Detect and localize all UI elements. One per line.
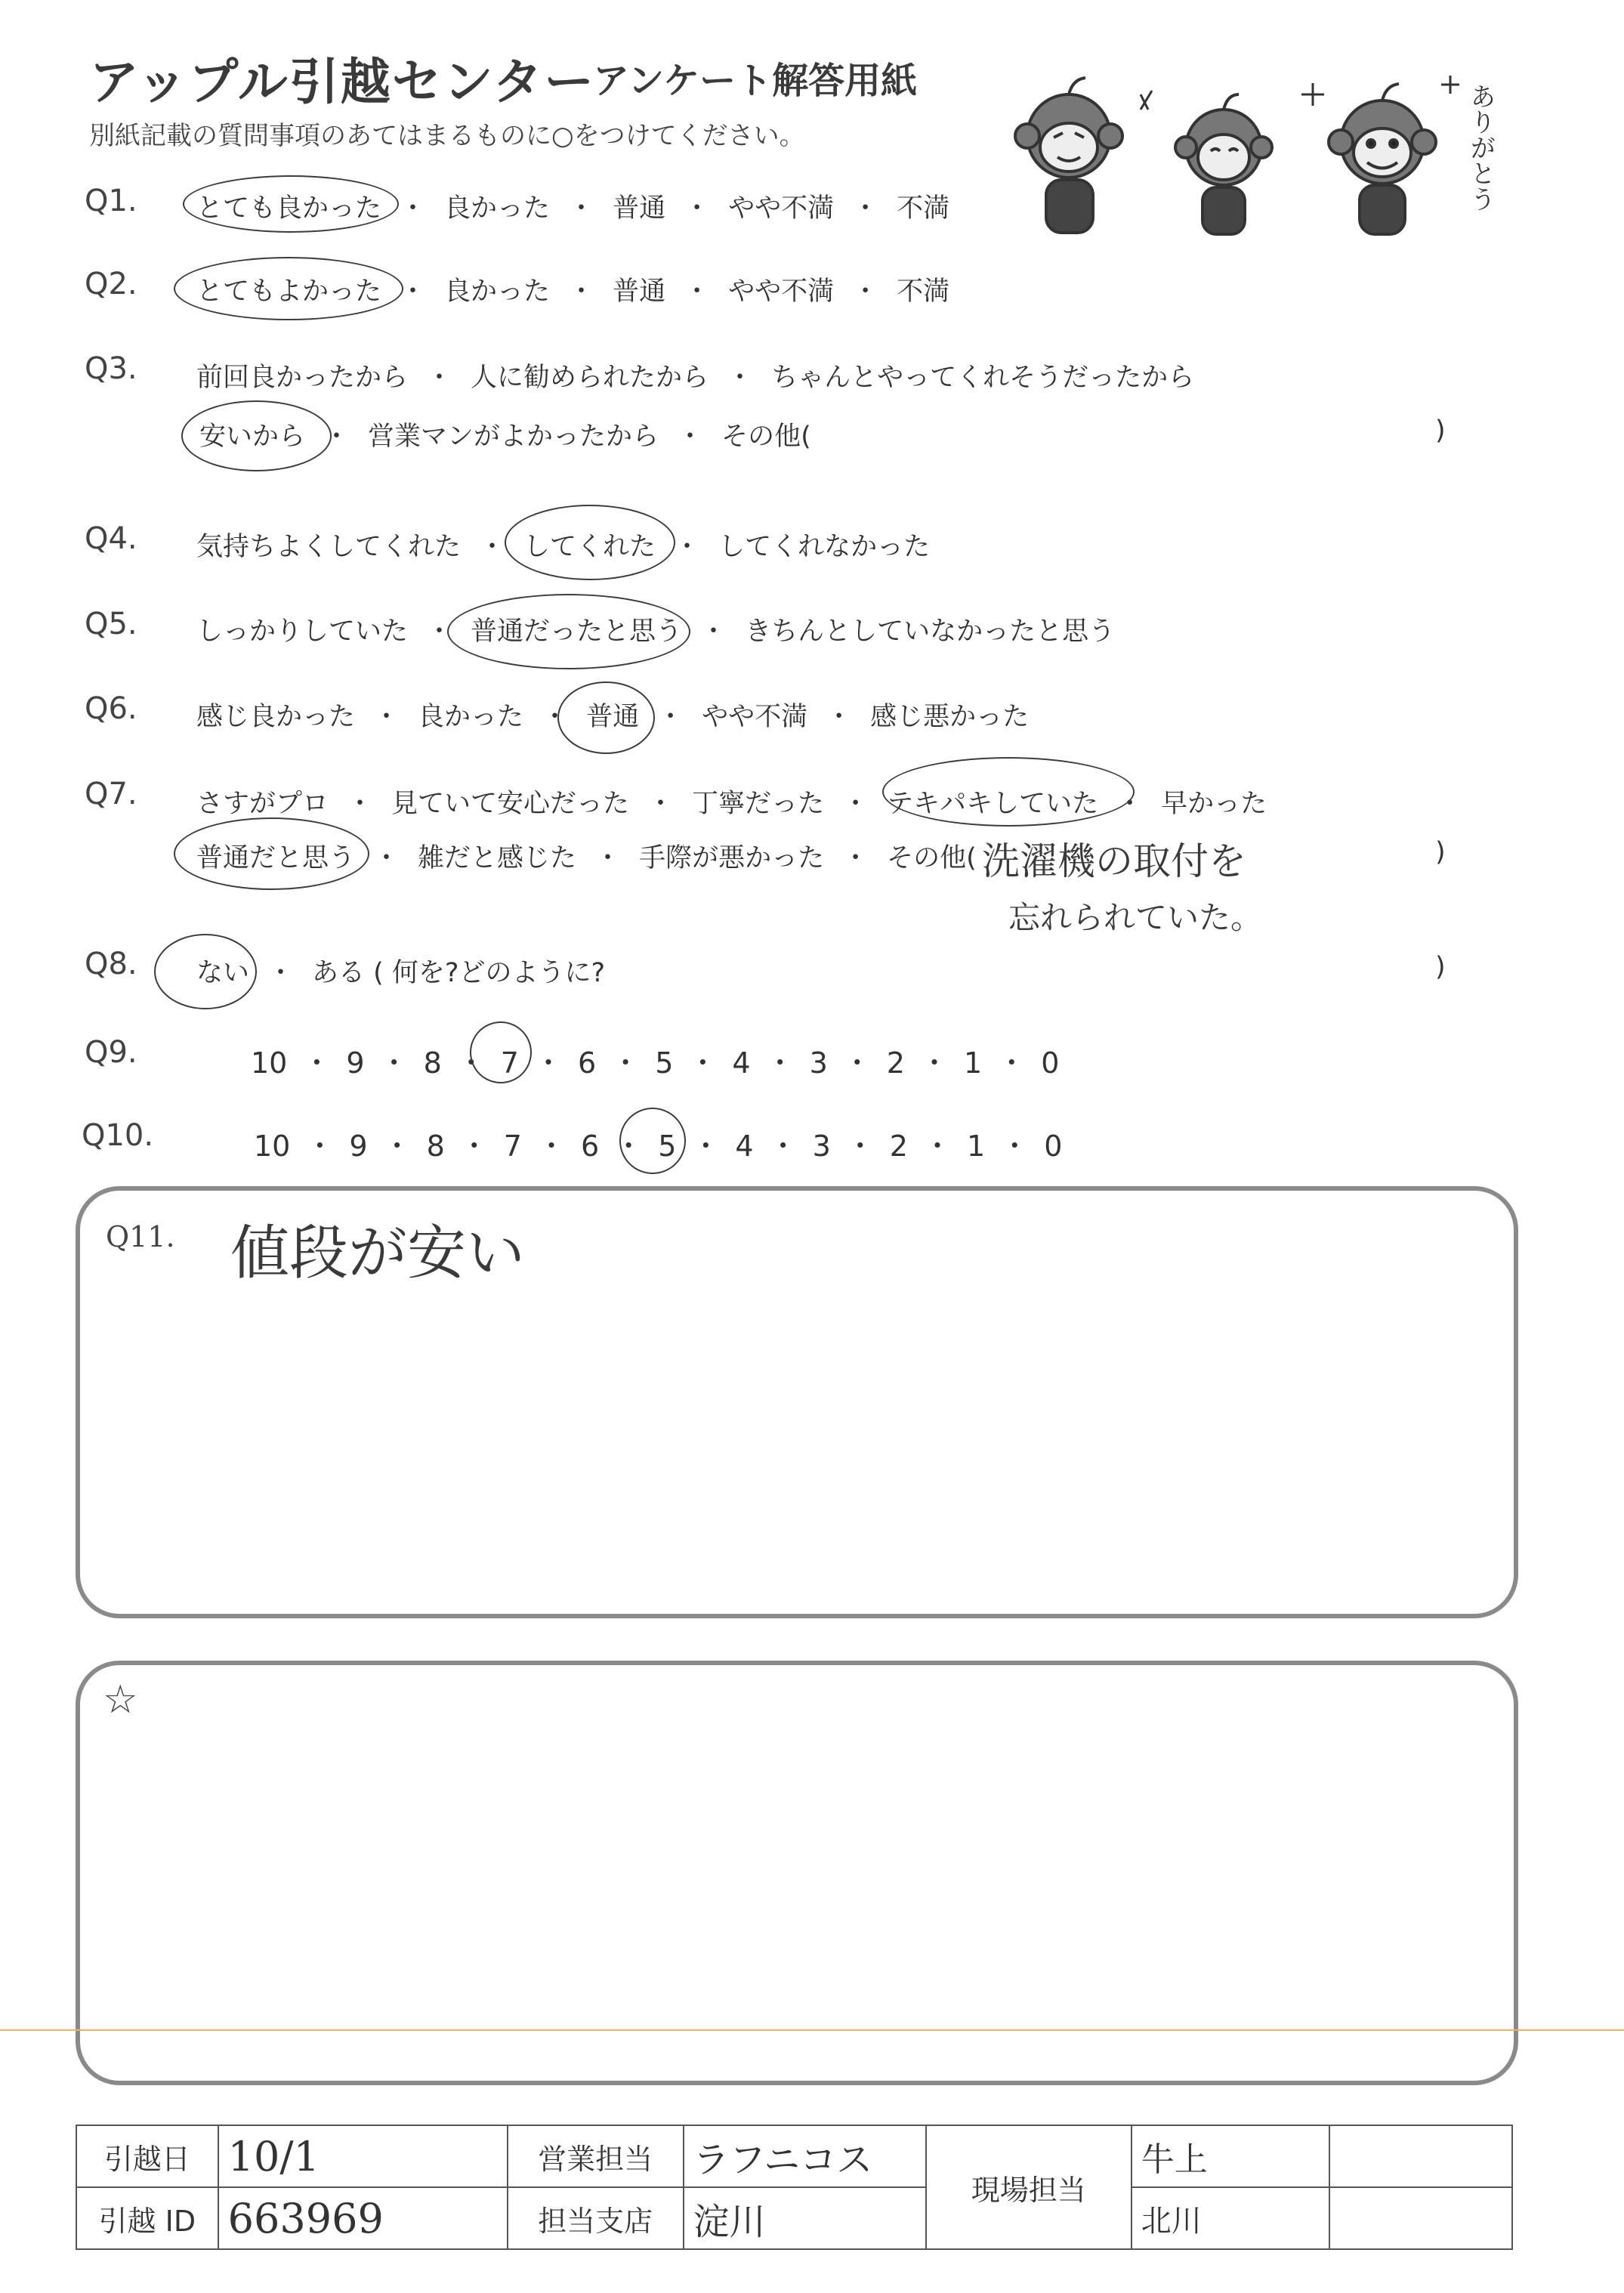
q8-other-close: ) (1435, 952, 1446, 982)
q10-option[interactable]: 1 (967, 1130, 986, 1163)
field-staff-extra-2[interactable] (1329, 2187, 1512, 2249)
q9-option[interactable]: 0 (1041, 1046, 1060, 1080)
q7-option-5[interactable]: 早かった (1161, 789, 1267, 819)
q9-option[interactable]: 4 (732, 1046, 751, 1080)
branch-label: 担当支店 (508, 2187, 684, 2249)
q2-option-4[interactable]: やや不満 (728, 277, 835, 307)
q5-label: Q5. (85, 607, 137, 641)
q5-options: しっかりしていた ・ 普通だったと思う ・ きちんとしていなかったと思う (196, 610, 1115, 648)
q10-option[interactable]: 3 (812, 1130, 831, 1163)
q5-selection-circle (447, 594, 690, 669)
q6-option-5[interactable]: 感じ悪かった (870, 702, 1030, 732)
q6-selection-circle (557, 681, 655, 754)
q3-option-4[interactable]: 安いから (199, 422, 306, 452)
q1-option-4[interactable]: やや不満 (728, 193, 835, 224)
form-title: アップル引越センター (89, 53, 596, 111)
q7-selection-circle-1 (882, 757, 1135, 827)
q6-option-1[interactable]: 感じ良かった (196, 702, 356, 732)
q7-option-2[interactable]: 見ていて安心だった (391, 789, 630, 819)
q10-separator: ・ (382, 1130, 412, 1163)
q3-option-6[interactable]: その他( (721, 422, 811, 452)
q1-options: とても良かった ・ 良かった ・ 普通 ・ やや不満 ・ 不満 (196, 187, 949, 225)
q10-option[interactable]: 8 (426, 1130, 445, 1163)
move-date-value[interactable]: 10/1 (218, 2125, 508, 2187)
q1-option-3[interactable]: 普通 (613, 193, 666, 224)
q7-other-handwritten: 洗濯機の取付を (982, 839, 1246, 883)
move-id-label: 引越 ID (76, 2187, 218, 2249)
q7-option-9[interactable]: その他( (887, 843, 977, 873)
q9-separator: ・ (997, 1046, 1027, 1080)
q1-option-5[interactable]: 不満 (897, 193, 950, 224)
q4-selection-circle (505, 505, 675, 580)
q1-option-2[interactable]: 良かった (444, 193, 551, 224)
q11-label: Q11. (106, 1220, 175, 1253)
q2-selection-circle (174, 257, 403, 320)
q9-separator: ・ (765, 1046, 795, 1080)
q1-option-1[interactable]: とても良かった (196, 193, 382, 224)
q6-option-4[interactable]: やや不満 (702, 702, 808, 732)
q7-other-close: ) (1435, 837, 1446, 867)
star-icon: ☆ (103, 1677, 138, 1723)
q7-option-8[interactable]: 手際が悪かった (639, 843, 825, 873)
q3-option-1[interactable]: 前回良かったから (196, 363, 409, 393)
instruction-text: 別紙記載の質問事項のあてはまるものに○をつけてください。 (89, 121, 805, 151)
q2-label: Q2. (85, 267, 137, 301)
sales-label: 営業担当 (508, 2125, 684, 2187)
monkey-mascots-illustration (997, 53, 1526, 249)
q4-option-1[interactable]: 気持ちよくしてくれた (196, 532, 462, 562)
q8-option-1[interactable]: ない (196, 958, 250, 988)
q9-separator: ・ (302, 1046, 332, 1080)
q4-options: 気持ちよくしてくれた ・ してくれた ・ してくれなかった (196, 526, 930, 564)
q4-option-2[interactable]: してくれた (523, 532, 656, 562)
q10-separator: ・ (1000, 1130, 1030, 1163)
q3-options-line2: 安いから ・ 営業マンがよかったから ・ その他( (199, 416, 811, 453)
footer-info-table (76, 2125, 1513, 2250)
q7-option-6[interactable]: 普通だと思う (196, 843, 356, 873)
q1-selection-circle (183, 175, 399, 233)
q4-option-3[interactable]: してくれなかった (718, 532, 931, 562)
star-comment-box[interactable] (76, 1661, 1518, 2085)
q7-option-4[interactable]: テキパキしていた (887, 789, 1099, 819)
q9-option[interactable]: 6 (577, 1046, 597, 1080)
q3-option-2[interactable]: 人に勧められたから (471, 363, 709, 393)
q5-option-3[interactable]: きちんとしていなかったと思う (745, 617, 1116, 647)
q10-option[interactable]: 6 (580, 1130, 600, 1163)
q9-separator: ・ (688, 1046, 718, 1080)
q9-separator: ・ (456, 1046, 486, 1080)
q9-option[interactable]: 3 (809, 1046, 828, 1080)
q10-option[interactable]: 2 (889, 1130, 908, 1163)
q7-selection-circle-2 (174, 817, 369, 890)
q10-option[interactable]: 0 (1044, 1130, 1063, 1163)
q9-option[interactable]: 9 (346, 1046, 365, 1080)
q10-separator: ・ (459, 1130, 489, 1163)
q10-label: Q10. (82, 1118, 154, 1153)
move-date-label: 引越日 (76, 2125, 218, 2187)
field-staff-label: 現場担当 (926, 2125, 1132, 2249)
q2-options: とてもよかった ・ 良かった ・ 普通 ・ やや不満 ・ 不満 (196, 270, 949, 308)
q2-option-2[interactable]: 良かった (444, 277, 551, 307)
q9-separator: ・ (611, 1046, 641, 1080)
branch-value[interactable]: 淀川 (684, 2187, 926, 2249)
q5-option-1[interactable]: しっかりしていた (196, 617, 409, 647)
q9-option[interactable]: 1 (964, 1046, 983, 1080)
sales-value[interactable]: ラフニコス (684, 2125, 926, 2187)
q10-option[interactable]: 7 (503, 1130, 522, 1163)
q2-option-5[interactable]: 不満 (897, 277, 950, 307)
form-subtitle: アンケート解答用紙 (593, 60, 918, 102)
q10-option[interactable]: 5 (658, 1130, 677, 1163)
q9-separator: ・ (379, 1046, 409, 1080)
q9-separator: ・ (533, 1046, 563, 1080)
q9-selection-circle (470, 1021, 532, 1083)
q7-other-handwritten-line2: 忘れられていた。 (1008, 899, 1263, 936)
q9-option[interactable]: 10 (251, 1046, 288, 1080)
q5-option-2[interactable]: 普通だったと思う (471, 617, 683, 647)
q9-option[interactable]: 2 (886, 1046, 905, 1080)
q10-separator: ・ (691, 1130, 721, 1163)
q3-option-3[interactable]: ちゃんとやってくれそうだったから (771, 363, 1195, 393)
q7-option-7[interactable]: 雑だと感じた (418, 843, 577, 873)
q10-option[interactable]: 10 (254, 1130, 291, 1163)
q11-answer-handwritten: 値段が安い (230, 1219, 526, 1287)
q10-selection-circle (619, 1108, 686, 1174)
q10-separator: ・ (536, 1130, 566, 1163)
q7-label: Q7. (85, 777, 137, 811)
q9-option[interactable]: 8 (423, 1046, 442, 1080)
q3-label: Q3. (85, 351, 137, 386)
q10-option[interactable]: 9 (349, 1130, 368, 1163)
q8-options: ない ・ ある ( 何を?どのように? (196, 952, 605, 990)
q9-label: Q9. (85, 1035, 137, 1070)
q8-selection-circle (154, 934, 257, 1009)
q6-label: Q6. (85, 691, 137, 726)
q7-options-line2: 普通だと思う ・ 雑だと感じた ・ 手際が悪かった ・ その他( (196, 837, 977, 875)
q6-option-3[interactable]: 普通 (586, 702, 640, 732)
field-staff-extra-1[interactable] (1329, 2125, 1512, 2187)
q10-option[interactable]: 4 (735, 1130, 754, 1163)
q3-option-5[interactable]: 営業マンがよかったから (368, 422, 659, 452)
q10-separator: ・ (922, 1130, 952, 1163)
q6-options: 感じ良かった ・ 良かった ・ 普通 ・ やや不満 ・ 感じ悪かった (196, 696, 1029, 734)
q7-options-line1: さすがプロ ・ 見ていて安心だった ・ 丁寧だった ・ テキパキしていた ・ 早かった (196, 783, 1267, 820)
q9-option[interactable]: 5 (655, 1046, 674, 1080)
q8-option-2[interactable]: ある ( 何を?どのように? (312, 958, 606, 988)
q10-separator: ・ (845, 1130, 875, 1163)
q4-label: Q4. (85, 521, 137, 556)
q3-options-line1: 前回良かったから ・ 人に勧められたから ・ ちゃんとやってくれそうだったから (196, 357, 1194, 394)
field-staff-value-1[interactable]: 牛上 (1132, 2125, 1329, 2187)
q10-separator: ・ (768, 1130, 798, 1163)
q7-option-3[interactable]: 丁寧だった (692, 789, 825, 819)
q9-scale (251, 1040, 1059, 1081)
q9-separator: ・ (842, 1046, 872, 1080)
q9-option[interactable]: 7 (500, 1046, 519, 1080)
divider-line (0, 2029, 1624, 2031)
q6-option-2[interactable]: 良かった (418, 702, 524, 732)
q9-separator: ・ (919, 1046, 949, 1080)
q10-separator: ・ (305, 1130, 335, 1163)
q2-option-1[interactable]: とてもよかった (196, 277, 382, 307)
thanks-text: ありがとう (1465, 83, 1496, 212)
q3-selection-circle (181, 400, 332, 471)
move-id-value[interactable]: 663969 (218, 2187, 508, 2249)
q8-label: Q8. (85, 947, 137, 981)
field-staff-value-2[interactable]: 北川 (1132, 2187, 1329, 2249)
q3-other-close: ) (1435, 416, 1446, 446)
q10-separator: ・ (614, 1130, 644, 1163)
q1-label: Q1. (85, 184, 137, 218)
q7-option-1[interactable]: さすがプロ (196, 789, 329, 819)
q2-option-3[interactable]: 普通 (613, 277, 666, 307)
